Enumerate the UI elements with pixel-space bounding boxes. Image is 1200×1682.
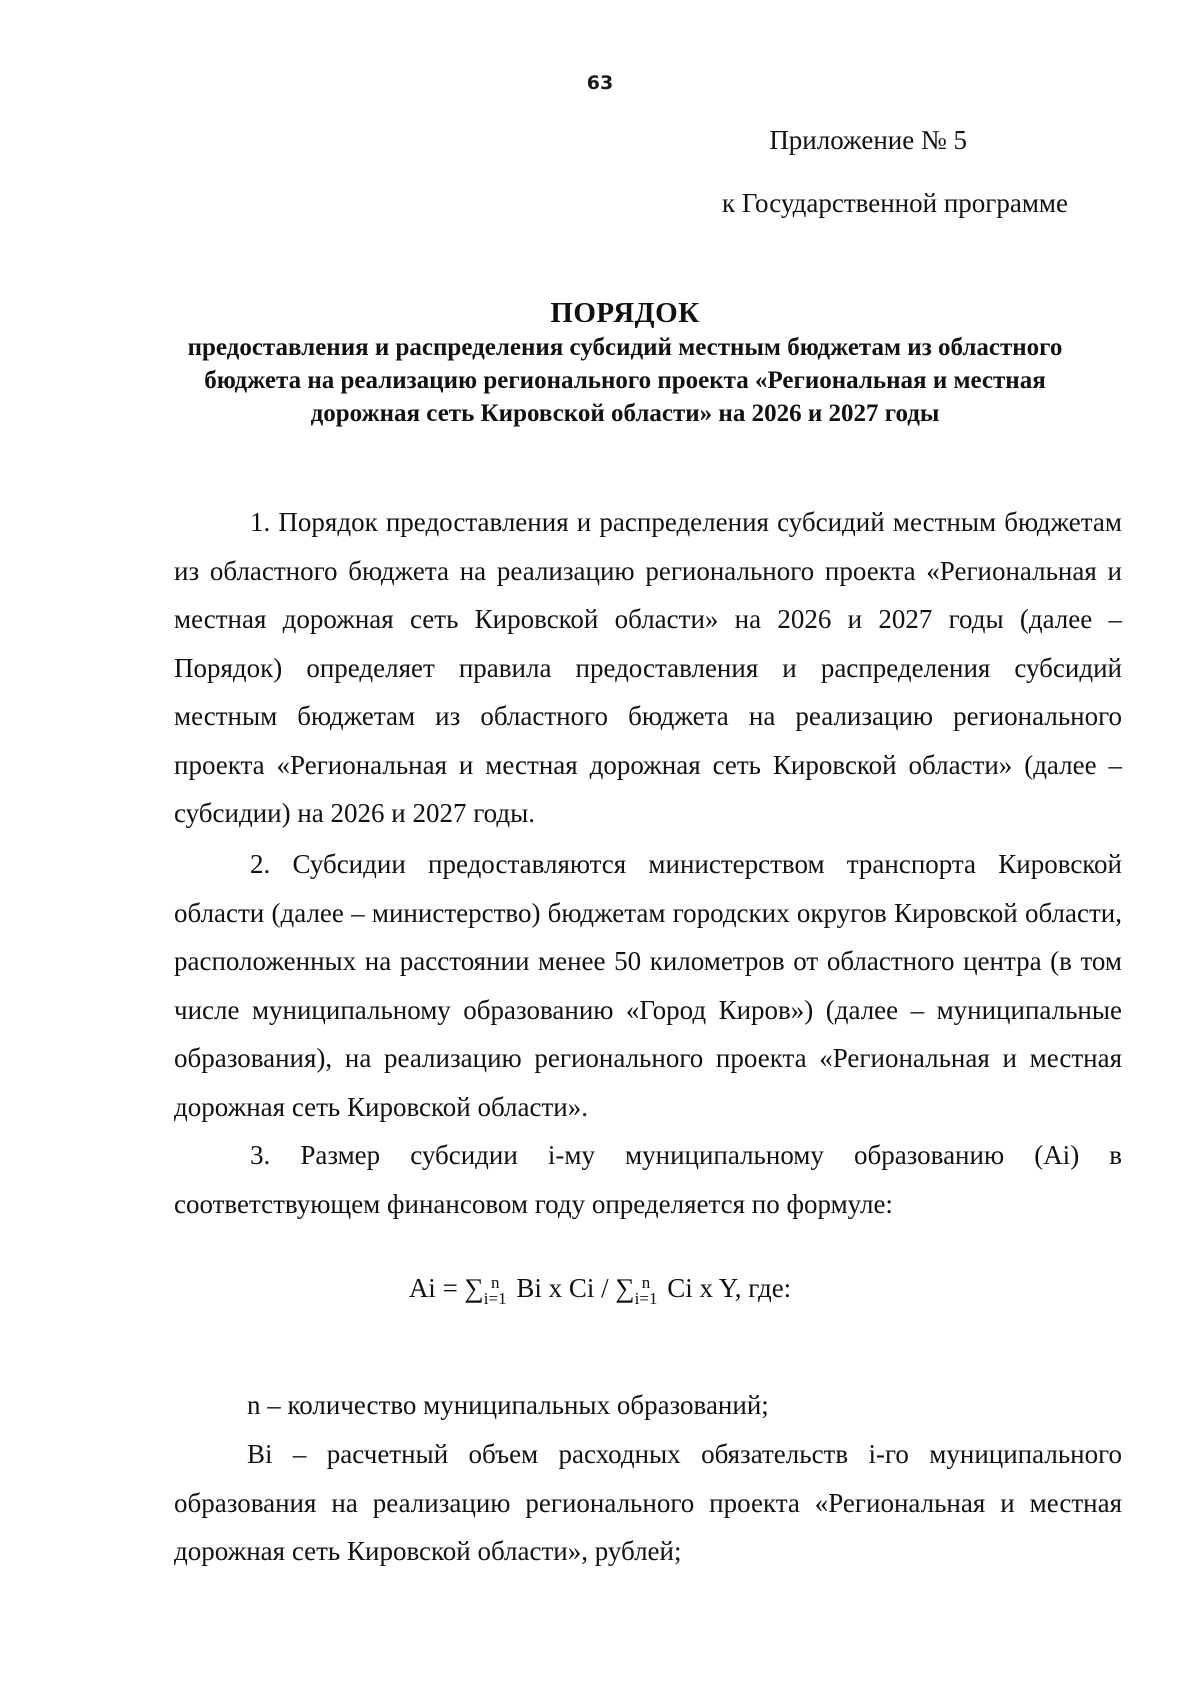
formula-lhs: Ai = bbox=[408, 1273, 465, 1303]
page-number: 63 bbox=[586, 72, 614, 94]
formula-term-2: Ci x Y, где: bbox=[660, 1273, 792, 1303]
sum-lower-limit: i=1 bbox=[483, 1288, 507, 1308]
sum-upper-limit: n bbox=[490, 1272, 500, 1292]
appendix-title: Приложение № 5 bbox=[769, 125, 967, 155]
document-title-block bbox=[170, 295, 1080, 430]
definition-n-text: n – количество муниципальных образований; bbox=[247, 1390, 769, 1420]
sum-symbol: ∑ bbox=[464, 1273, 484, 1303]
sum-symbol-2: ∑ bbox=[615, 1273, 635, 1303]
formula bbox=[0, 1273, 1200, 1307]
document-subtitle: предоставления и распределения субсидий местным бюджетам из областного бюджета на реализацию регионального проекта «Региональная и местная дорожная сеть Кировской области» на 2026 и 2027 годы bbox=[187, 334, 1063, 427]
definition-bi-text: Bi – расчетный объем расходных обязательств i-го муниципального образования на реализацию регионального проекта «Региональная и местная дорожная сеть Кировской области», рублей; bbox=[174, 1439, 1122, 1566]
paragraph-2-text: 2. Субсидии предоставляются министерством транспорта Кировской области (далее – министерство) бюджетам городских округов Кировской области, расположенных на расстоянии менее 50 километров от областного центра (в том числе муниципальному образованию «Город Киров») (далее – муниципальные образования), на реализацию регионального проекта «Региональная и местная дорожная сеть Кировской области». bbox=[174, 849, 1122, 1122]
paragraph-1-text: 1. Порядок предоставления и распределения субсидий местным бюджетам из областного бюджета на реализацию регионального проекта «Региональная и местная дорожная сеть Кировской области» на 2026 и 2027 годы (далее – Порядок) определяет правила предоставления и распределения субсидий местным бюджетам из областного бюджета на реализацию регионального проекта «Региональная и местная дорожная сеть Кировской области» (далее – субсидии) на 2026 и 2027 годы. bbox=[174, 507, 1122, 828]
sum-upper-limit-2: n bbox=[641, 1272, 651, 1292]
formula-term-1: Bi x Ci / bbox=[509, 1273, 616, 1303]
paragraph-2 bbox=[174, 840, 1122, 1131]
sum-limits bbox=[483, 1272, 507, 1308]
document-title: ПОРЯДОК bbox=[550, 297, 700, 329]
paragraph-3 bbox=[174, 1131, 1122, 1228]
paragraph-1 bbox=[174, 498, 1122, 838]
sum-lower-limit-2: i=1 bbox=[634, 1288, 658, 1308]
paragraph-3-text: 3. Размер субсидии i-му муниципальному образованию (Ai) в соответствующем финансовом году определяется по формуле: bbox=[174, 1140, 1122, 1219]
appendix-subtitle: к Государственной программе bbox=[721, 188, 1068, 218]
definition-n bbox=[174, 1381, 1122, 1430]
definition-bi bbox=[174, 1430, 1122, 1576]
sum-limits-2 bbox=[634, 1272, 658, 1308]
